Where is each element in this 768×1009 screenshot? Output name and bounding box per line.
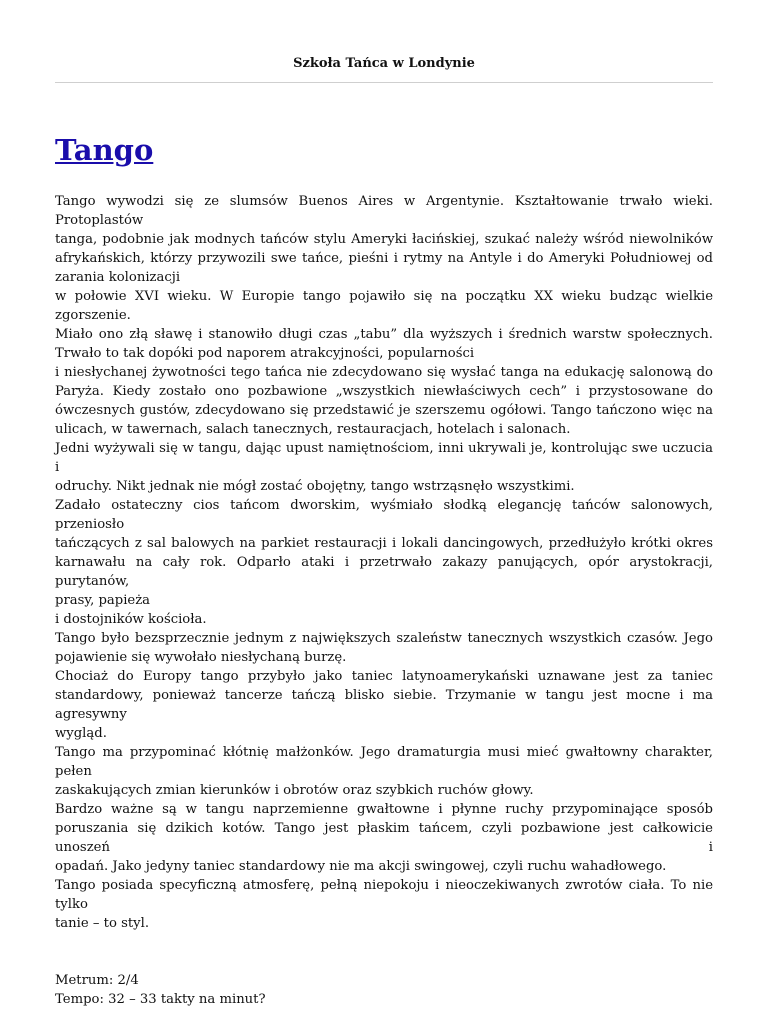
text-line: odruchy. Nikt jednak nie mógł zostać obojętny, tango wstrząsnęło wszystkimi. [55,479,575,494]
text-line: zarania kolonizacji [55,270,181,285]
text-line: karnawału na cały rok. Odparło ataki i przetrwało zakazy panujących, opór arystokracji, purytanów, [55,555,713,589]
tempo-info: Tempo: 32 – 33 takty na minut? [55,992,266,1007]
text-line: Zadało ostateczny cios tańcom dworskim, wyśmiało słodką elegancję tańców salonowych, przeniosło [55,498,713,532]
text-line: Tango ma przypominać kłótnię małżonków. Jego dramaturgia musi mieć gwałtowny charakter, pełen [55,745,713,779]
text-line: Miało ono złą sławę i stanowiło długi czas „tabu” dla wyższych i średnich warstw społecznych. [55,327,713,342]
text-line: opadań. Jako jedyny taniec standardowy nie ma akcji swingowej, czyli ruchu wahadłowego. [55,859,667,874]
paragraph-spacer [55,933,713,971]
text-line: poruszania się dzikich kotów. Tango jest płaskim tańcem, czyli pozbawione jest całkowicie unoszeń i [55,821,713,855]
text-line: w połowie XVI wieku. W Europie tango pojawiło się na początku XX wieku budząc wielkie zgorszenie. [55,289,713,323]
text-line: pojawienie się wywołało niesłychaną burzę. [55,650,347,665]
text-line: Bardzo ważne są w tangu naprzemienne gwałtowne i płynne ruchy przypominające sposób [55,802,713,817]
meter-info: Metrum: 2/4 [55,973,139,988]
text-line: ulicach, w tawernach, salach tanecznych, restauracjach, hotelach i salonach. [55,422,571,437]
header-divider [55,82,713,83]
text-line: Tango wywodzi się ze slumsów Buenos Aires w Argentynie. Kształtowanie trwało wieki. Protoplastów [55,194,713,228]
text-line: wygląd. [55,726,107,741]
text-line: tanga, podobnie jak modnych tańców stylu Ameryki łacińskiej, szukać należy wśród niewolników [55,232,713,247]
text-line: standardowy, ponieważ tancerze tańczą blisko siebie. Trzymanie w tangu jest mocne i ma agresywny [55,688,713,722]
text-line: zaskakujących zmian kierunków i obrotów oraz szybkich ruchów głowy. [55,783,534,798]
article-title-link[interactable]: Tango [55,133,154,167]
text-line: i niesłychanej żywotności tego tańca nie zdecydowano się wysłać tanga na edukację salonową do [55,365,713,380]
text-line: prasy, papieża [55,593,151,608]
text-line: Jedni wyżywali się w tangu, dając upust namiętnościom, inni ukrywali je, kontrolując swe uczucia i [55,441,713,475]
text-line: Trwało to tak dopóki pod naporem atrakcyjności, popularności [55,346,475,361]
site-title: Szkoła Tańca w Londynie [293,56,475,71]
text-line: Tango posiada specyficzną atmosferę, pełną niepokoju i nieoczekiwanych zwrotów ciała. To nie tylko [55,878,713,912]
text-line: Tango było bezsprzecznie jednym z największych szaleństw tanecznych wszystkich czasów. Jego [55,631,713,646]
text-line: tańczących z sal balowych na parkiet restauracji i lokali dancingowych, przedłużyło krótki okres [55,536,713,551]
text-line: ówczesnych gustów, zdecydowano się przedstawić je szerszemu ogółowi. Tango tańczono więc na [55,403,713,418]
article-body [55,192,713,1009]
text-line: Paryża. Kiedy zostało ono pozbawione „wszystkich niewłaściwych cech” i przystosowane do [55,384,713,399]
text-line: Chociaż do Europy tango przybyło jako taniec latynoamerykański uznawane jest za taniec [55,669,713,684]
text-line: tanie – to styl. [55,916,150,931]
text-line: afrykańskich, którzy przywozili swe tańce, pieśni i rytmy na Antyle i do Ameryki Południowej od [55,251,713,266]
text-line: i dostojników kościoła. [55,612,207,627]
